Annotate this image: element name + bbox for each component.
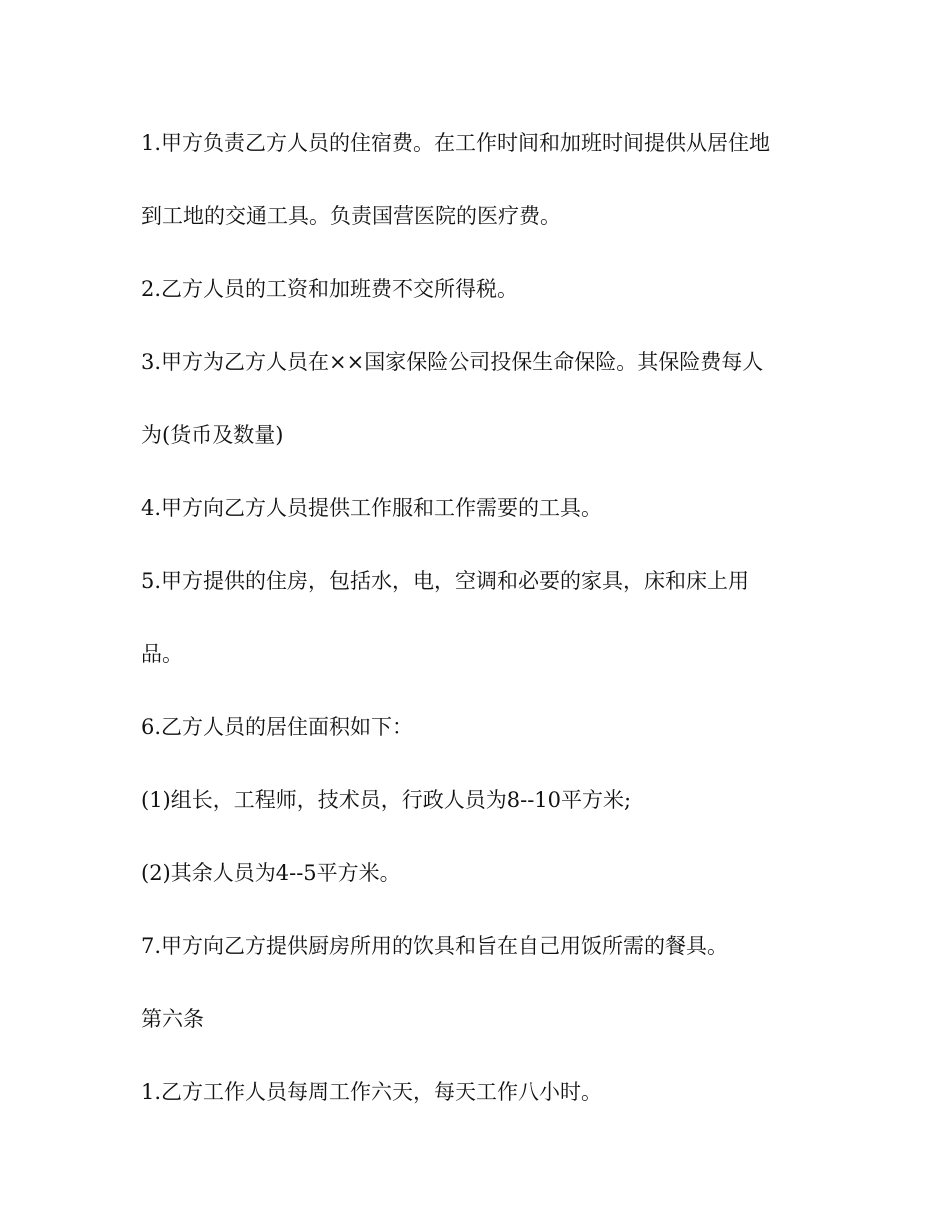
clause-6-item-1: 1.乙方工作人员每周工作六天，每天工作八小时。 xyxy=(141,1080,603,1104)
clause-6-heading: 第六条 xyxy=(141,1007,204,1031)
clause-5-item-3-line-1: 3.甲方为乙方人员在××国家保险公司投保生命保险。其保险费每人 xyxy=(141,350,764,374)
clause-5-item-3-line-2: 为(货币及数量) xyxy=(141,423,284,447)
clause-5-item-2: 2.乙方人员的工资和加班费不交所得税。 xyxy=(141,277,519,301)
clause-5-item-1-line-1: 1.甲方负责乙方人员的住宿费。在工作时间和加班时间提供从居住地 xyxy=(141,131,771,155)
clause-5-item-6-sub-1: (1)组长，工程师，技术员，行政人员为8--10平方米; xyxy=(141,788,632,812)
clause-5-item-6-sub-2: (2)其余人员为4--5平方米。 xyxy=(141,861,401,885)
clause-5-item-6: 6.乙方人员的居住面积如下： xyxy=(141,715,414,739)
clause-5-item-1-line-2: 到工地的交通工具。负责国营医院的医疗费。 xyxy=(141,204,561,228)
clause-5-item-5-line-2: 品。 xyxy=(141,642,183,666)
clause-5-item-5-line-1: 5.甲方提供的住房，包括水，电，空调和必要的家具，床和床上用 xyxy=(141,569,750,593)
clause-5-item-7: 7.甲方向乙方提供厨房所用的饮具和旨在自己用饭所需的餐具。 xyxy=(141,934,729,958)
clause-5-item-4: 4.甲方向乙方人员提供工作服和工作需要的工具。 xyxy=(141,496,603,520)
